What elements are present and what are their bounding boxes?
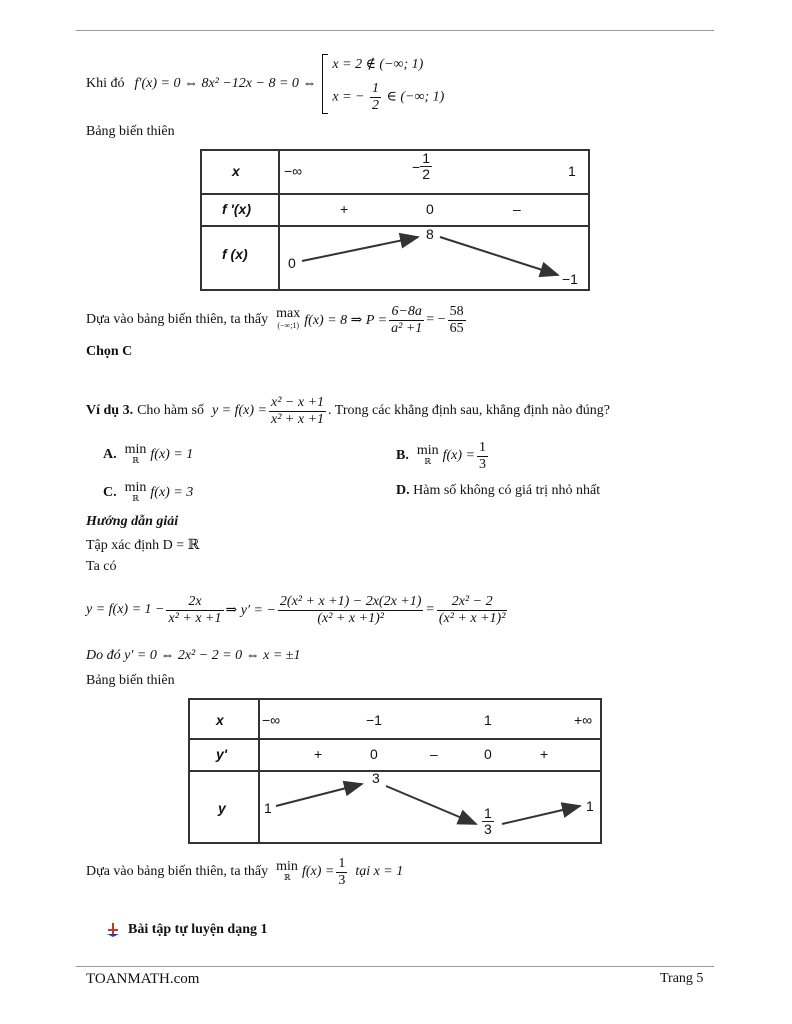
table1-f-right: −1 (562, 271, 578, 287)
result-den: 65 (449, 320, 464, 336)
table1-arrows (202, 151, 588, 289)
table2-yp-zero-2: 0 (484, 746, 492, 762)
khi-do-label: Khi đó (86, 76, 125, 91)
option-b-min (417, 445, 439, 467)
option-b-min-word: min (416, 443, 439, 458)
equals-minus: = − (426, 312, 446, 327)
option-a-label: A. (103, 447, 117, 462)
conclusion-2-den: 3 (338, 872, 346, 888)
case-2 (332, 81, 444, 114)
do-do-line: Do đó y′ = 0 ⇔ 2x² − 2 = 0 ⇔ x = ±1 (86, 648, 301, 663)
example-3-func-fraction (269, 395, 326, 428)
conclusion-2-fraction (336, 856, 347, 889)
max-sub: (−∞;1) (277, 321, 300, 330)
deriv-eq: = (425, 602, 435, 617)
table2-yp-minus: – (430, 746, 438, 762)
table2-x-one: 1 (484, 712, 492, 728)
p-fraction (389, 304, 424, 337)
choose-answer: Chọn C (86, 344, 133, 359)
bbt-label-1: Bảng biến thiên (86, 124, 175, 139)
bbt-label-2: Bảng biến thiên (86, 673, 175, 688)
deriv-big-den: (x² + x +1)² (317, 610, 384, 626)
table2-label-x: x (216, 712, 224, 728)
table2-yp-plus-2: + (540, 746, 549, 762)
deriv-mid: ⇒ y′ = − (225, 602, 276, 618)
deriv-big-num: 2(x² + x +1) − 2x(2x +1) (279, 593, 422, 609)
case-1: x = 2 ∉ (−∞; 1) (332, 56, 424, 72)
example-3-question: . Trong các khẳng định sau, khẳng định nào đúng? (328, 403, 610, 418)
deriv-res-frac (437, 594, 508, 627)
variation-table-1 (200, 149, 590, 291)
option-b-label: B. (396, 448, 409, 463)
table2-arrows (190, 700, 600, 842)
example-3-func-num: x² − x +1 (271, 394, 325, 410)
table1-x-minus-inf: −∞ (284, 163, 303, 179)
max-word: max (276, 306, 301, 321)
example-3-statement (86, 390, 610, 432)
solution-title: Hướng dẫn giải (86, 514, 179, 529)
table1-arrow-up (302, 237, 418, 261)
table2-yp-zero-1: 0 (370, 746, 378, 762)
example-3-intro: Cho hàm số (137, 403, 204, 418)
conclusion-1 (86, 300, 468, 340)
p-num: 6−8a (389, 304, 424, 321)
conclusion-2-prefix: Dựa vào bảng biến thiên, ta thấy (86, 864, 269, 879)
case-bracket (322, 54, 328, 114)
result-num: 58 (449, 303, 464, 319)
table1-fp-plus: + (340, 201, 349, 217)
deriv-big-frac (278, 594, 424, 627)
option-c-min (125, 482, 147, 504)
conclusion-2-tail: tại x = 1 (355, 864, 404, 879)
table1-fp-zero: 0 (426, 201, 434, 217)
table1-label-x: x (232, 163, 240, 179)
case-2-lhs: x = − (332, 89, 365, 105)
max-operator (276, 308, 300, 332)
table1-label-fprime: f '(x) (222, 201, 251, 217)
table2-arrow-up-2 (502, 806, 580, 824)
table2-x-plus-inf: +∞ (574, 712, 593, 728)
table1-fp-minus: – (513, 201, 521, 217)
option-a (103, 444, 193, 466)
option-d-text: Hàm số không có giá trị nhỏ nhất (413, 483, 601, 498)
footer-rule (76, 966, 714, 967)
conclusion-2-num: 1 (338, 855, 346, 871)
table2-yp-plus-1: + (314, 746, 323, 762)
footer-site: TOANMATH.com (86, 971, 200, 987)
variation-table-2 (188, 698, 602, 844)
option-c-min-sub: ℝ (132, 494, 139, 503)
case-list (332, 55, 444, 114)
khi-do-line (86, 52, 444, 116)
option-a-min-sub: ℝ (132, 456, 139, 465)
conclusion-2-min-sub: ℝ (283, 873, 291, 882)
deriv-frac (166, 594, 223, 627)
table2-arrow-down (386, 786, 476, 824)
option-d (396, 483, 600, 499)
conclusion-1-mid: f(x) = 8 ⇒ P = (304, 312, 388, 328)
result-fraction (448, 304, 466, 337)
option-c-label: C. (103, 485, 117, 500)
option-a-text: f(x) = 1 (150, 447, 194, 462)
deriv-frac-num: 2x (166, 594, 223, 611)
domain-line: Tập xác định D = ℝ (86, 538, 200, 553)
table2-y-min-num: 1 (484, 805, 492, 821)
case-2-num: 1 (372, 80, 380, 96)
option-b-num: 1 (479, 439, 486, 455)
conclusion-2-min-word: min (276, 859, 298, 874)
p-den: a² +1 (391, 320, 423, 336)
case-2-rhs: ∈ (−∞; 1) (386, 89, 445, 105)
case-2-fraction (370, 81, 381, 114)
option-a-min-word: min (124, 442, 147, 457)
option-b-den: 3 (479, 456, 486, 472)
deriv-lhs: y = f(x) = 1 − (86, 602, 165, 617)
exercise-heading-text: Bài tập tự luyện dạng 1 (128, 922, 268, 937)
example-3-label: Ví dụ 3. (86, 403, 134, 418)
conclusion-2-mid: f(x) = (301, 864, 335, 879)
option-a-min (125, 444, 147, 466)
option-b (396, 438, 490, 474)
option-b-fraction (477, 440, 488, 473)
option-b-text: f(x) = (442, 448, 475, 463)
conclusion-2 (86, 852, 403, 892)
table1-x-mid-den: 2 (422, 166, 430, 182)
ta-co: Ta có (86, 559, 117, 574)
table2-y-max: 3 (372, 770, 380, 786)
derivative-equation: f′(x) = 0 ⇔ 8x² −12x − 8 = 0 ⇔ (134, 76, 317, 91)
table2-x-minus-one: −1 (366, 712, 382, 728)
option-b-min-sub: ℝ (424, 457, 432, 466)
case-2-den: 2 (372, 97, 380, 113)
bullet-icon (106, 922, 120, 938)
option-c (103, 482, 193, 504)
table2-label-yprime: y' (216, 746, 228, 762)
table2-label-y: y (218, 800, 226, 816)
table1-f-max: 8 (426, 226, 434, 242)
table2-y-right: 1 (586, 798, 594, 814)
table2-arrow-up-1 (276, 784, 362, 806)
table2-y-left: 1 (264, 800, 272, 816)
table1-x-mid-sign: − (412, 158, 421, 175)
header-rule (76, 30, 714, 31)
conclusion-1-prefix: Dựa vào bảng biến thiên, ta thấy (86, 312, 269, 327)
conclusion-2-min (276, 861, 298, 883)
exercise-heading (106, 922, 268, 938)
table1-label-f: f (x) (222, 246, 248, 262)
example-3-func-lhs: y = f(x) = (211, 403, 268, 418)
table2-x-minus-inf: −∞ (262, 712, 281, 728)
deriv-frac-den: x² + x +1 (168, 610, 222, 626)
deriv-res-den: (x² + x +1)² (438, 610, 506, 626)
table2-y-min-den: 3 (484, 821, 492, 837)
table1-arrow-down (440, 237, 558, 275)
table1-x-one: 1 (568, 163, 576, 179)
deriv-res-num: 2x² − 2 (437, 594, 508, 611)
example-3-func-den: x² + x +1 (271, 411, 325, 427)
option-c-text: f(x) = 3 (150, 485, 194, 500)
table1-x-mid-num: 1 (422, 150, 430, 166)
option-d-label: D. (396, 483, 410, 498)
footer-page: Trang 5 (660, 971, 704, 986)
derivative-line (86, 584, 509, 636)
table1-f-left: 0 (288, 255, 296, 271)
option-c-min-word: min (124, 480, 147, 495)
